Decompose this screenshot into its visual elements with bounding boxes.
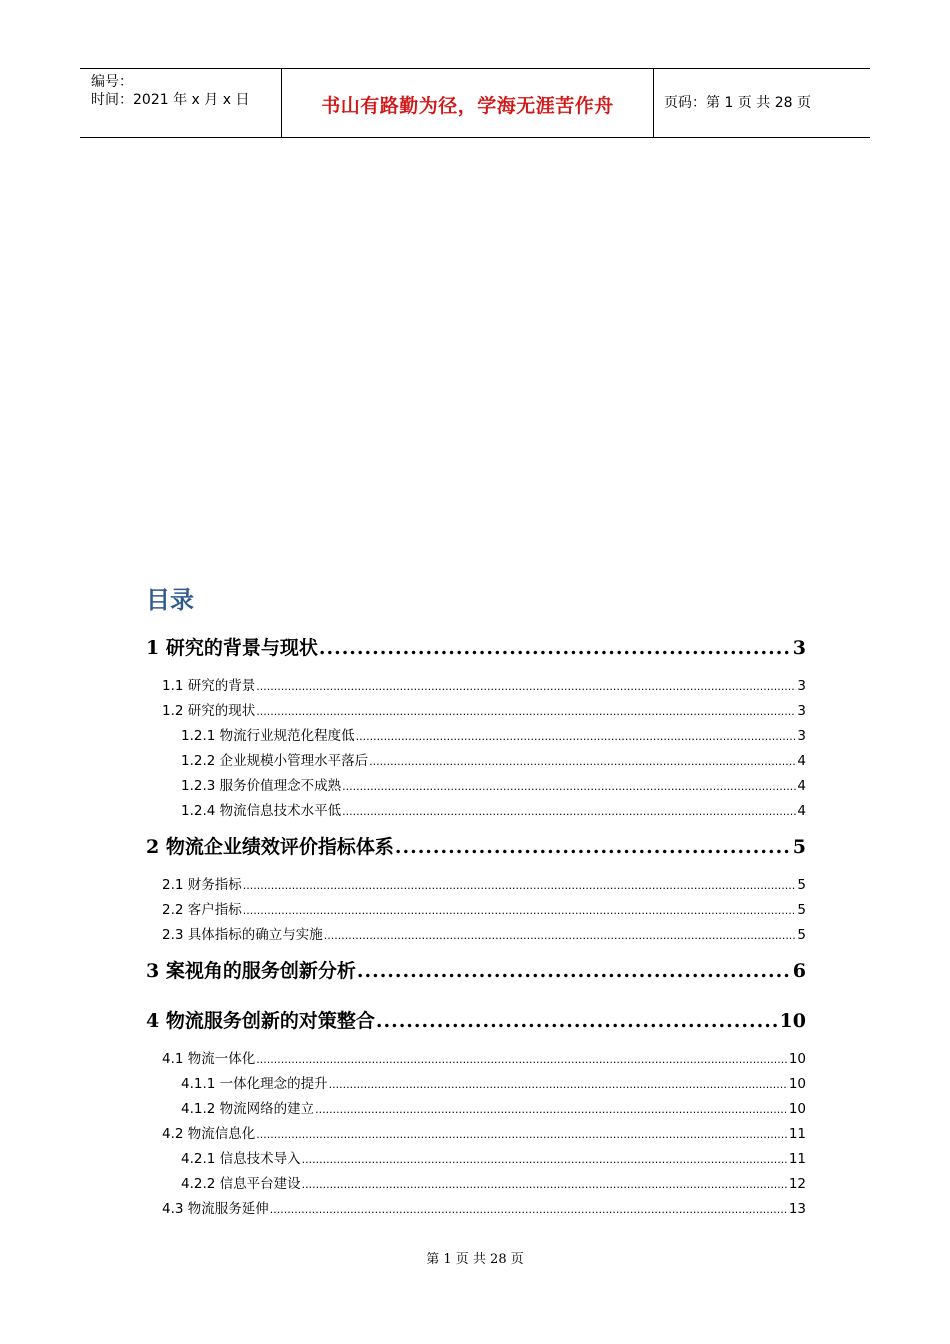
toc-entry-4-1-1[interactable] [181,1072,806,1092]
header-motto-cell [281,69,654,137]
toc-leader [256,1126,788,1142]
toc-leader [256,1051,788,1067]
toc-entry-page: 3 [797,703,806,719]
toc-entry-4-3[interactable] [162,1197,806,1217]
toc-title: 目录 [146,586,194,614]
toc-leader [243,877,797,893]
date-label: 时间：2021 年 x 月 x 日 [91,92,250,108]
page-code: 页码：第 1 页 共 28 页 [664,95,811,111]
toc-entry-label: 4.2.2 信息平台建设 [181,1176,301,1192]
toc-leader [342,803,796,819]
toc-entry-label: 1 研究的背景与现状 [146,637,318,659]
toc-entry-1-2-1[interactable] [181,724,806,744]
toc-entry-4-1[interactable] [162,1047,806,1067]
toc-entry-page: 6 [792,960,806,982]
toc-entry-4-1-2[interactable] [181,1097,806,1117]
toc-entry-4-2[interactable] [162,1122,806,1142]
toc-entry-page: 11 [788,1126,806,1142]
toc-leader [256,703,796,719]
page-footer: 第 1 页 共 28 页 [426,1252,524,1267]
toc-leader [329,1076,788,1092]
toc-entry-1-2-2[interactable] [181,749,806,769]
toc-entry-1-2-4[interactable] [181,799,806,819]
toc-entry-label: 2.1 财务指标 [162,877,242,893]
toc-entry-page: 4 [797,753,806,769]
toc-entry-page: 10 [788,1051,806,1067]
toc-entry-label: 4.1 物流一体化 [162,1051,256,1067]
toc-entry-2[interactable] [146,832,806,859]
toc-entry-page: 10 [779,1010,806,1032]
document-header [80,68,870,138]
toc-entry-page: 4 [797,778,806,794]
toc-entry-label: 3 案视角的服务创新分析 [146,960,356,982]
toc-leader [302,1151,788,1167]
toc-entry-page: 3 [797,728,806,744]
toc-entry-page: 12 [788,1176,806,1192]
toc-entry-2-2[interactable] [162,898,806,918]
toc-entry-label: 4 物流服务创新的对策整合 [146,1010,375,1032]
toc-leader [324,927,797,943]
toc-leader [376,1010,779,1032]
toc-entry-label: 4.2 物流信息化 [162,1126,256,1142]
header-page-cell [653,69,870,137]
toc-entry-label: 2 物流企业绩效评价指标体系 [146,836,394,858]
toc-entry-label: 1.1 研究的背景 [162,678,256,694]
motto: 书山有路勤为径，学海无涯苦作舟 [321,95,614,117]
toc-entry-1-2-3[interactable] [181,774,806,794]
toc-entry-label: 1.2.3 服务价值理念不成熟 [181,778,342,794]
toc-leader [256,678,796,694]
toc-entry-4-2-1[interactable] [181,1147,806,1167]
toc-entry-label: 2.2 客户指标 [162,902,242,918]
toc-entry-label: 4.1.1 一体化理念的提升 [181,1076,328,1092]
toc-leader [342,778,796,794]
toc-entry-page: 13 [788,1201,806,1217]
toc-leader [369,753,796,769]
toc-entry-page: 10 [788,1101,806,1117]
toc-entry-label: 4.3 物流服务延伸 [162,1201,269,1217]
toc-entry-page: 3 [797,678,806,694]
toc-leader [356,728,797,744]
toc-leader [395,836,792,858]
toc-entry-label: 4.2.1 信息技术导入 [181,1151,301,1167]
number-label: 编号： [91,74,133,90]
toc-entry-page: 4 [797,803,806,819]
toc-entry-2-1[interactable] [162,873,806,893]
toc-entry-page: 10 [788,1076,806,1092]
toc-entry-3[interactable] [146,956,806,983]
header-info-cell [80,69,280,137]
toc-entry-label: 1.2.1 物流行业规范化程度低 [181,728,355,744]
toc-leader [302,1176,788,1192]
toc-entry-1-1[interactable] [162,674,806,694]
toc-entry-label: 4.1.2 物流网络的建立 [181,1101,315,1117]
toc-entry-label: 1.2 研究的现状 [162,703,256,719]
toc-entry-label: 2.3 具体指标的确立与实施 [162,927,323,943]
toc-entry-1-2[interactable] [162,699,806,719]
toc-entry-page: 5 [797,902,806,918]
toc-leader [270,1201,788,1217]
toc-entry-label: 1.2.4 物流信息技术水平低 [181,803,342,819]
toc-entry-2-3[interactable] [162,923,806,943]
toc-entry-page: 11 [788,1151,806,1167]
toc-leader [319,637,792,659]
toc-entry-1[interactable] [146,633,806,660]
toc-entry-page: 3 [792,637,806,659]
toc-entry-4[interactable] [146,1006,806,1033]
toc-entry-page: 5 [797,877,806,893]
toc-leader [315,1101,788,1117]
toc-entry-4-2-2[interactable] [181,1172,806,1192]
toc-leader [243,902,797,918]
toc-entry-page: 5 [797,927,806,943]
toc-entry-label: 1.2.2 企业规模小管理水平落后 [181,753,369,769]
toc-entry-page: 5 [792,836,806,858]
toc-leader [357,960,792,982]
